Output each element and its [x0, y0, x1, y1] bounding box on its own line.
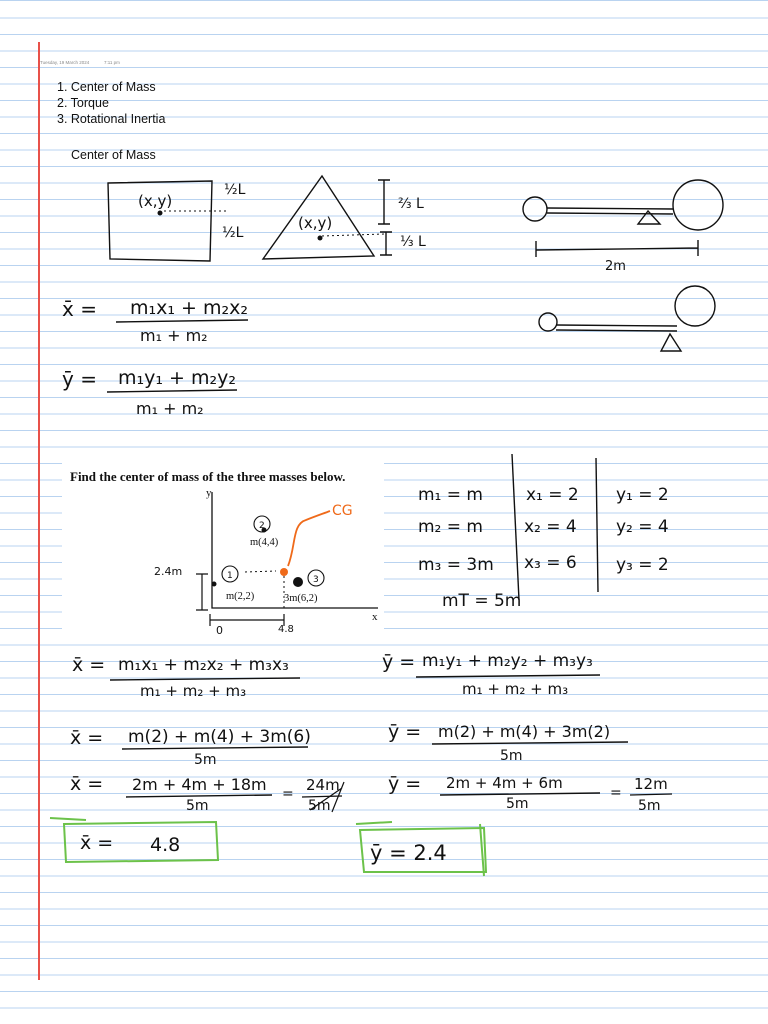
problem-figure: [62, 462, 384, 637]
given-m2: m₂ = m: [418, 517, 483, 537]
given-total-mass: mT = 5m: [442, 591, 522, 611]
given-y2: y₂ = 4: [616, 517, 669, 537]
rect-point-label: (x,y): [138, 192, 173, 210]
tri-two-thirds: ⅔ L: [398, 196, 424, 212]
solve-y-mult-lhs: ȳ =: [388, 773, 422, 795]
solve-y-sub-lhs: ȳ =: [388, 721, 422, 743]
given-divider-2: [596, 458, 598, 592]
solve-x-general-den: m₁ + m₂ + m₃: [140, 682, 247, 700]
given-x2: x₂ = 4: [524, 517, 577, 537]
given-m1: m₁ = m: [418, 485, 483, 505]
problem-diagram: [62, 462, 384, 637]
given-divider-1: [512, 454, 519, 600]
mass-tags: [222, 516, 324, 586]
mass-1-label: m(2,2): [226, 591, 255, 602]
solve-x-frac-eq: =: [282, 786, 294, 802]
time-stamp: 7:11 pm: [104, 60, 120, 65]
formula-x-lhs: x̄ =: [62, 297, 97, 321]
mass-2-label: m(4,4): [250, 537, 279, 548]
cg-x-label: 4.8: [278, 624, 294, 635]
origin-label: 0: [216, 624, 223, 637]
tag-2-number: 2: [259, 521, 265, 531]
solve-y-sub-bar: [432, 742, 628, 744]
x-result-highlight-box: [50, 818, 218, 862]
mass-3-dot: [293, 577, 303, 587]
tag-1-number: 1: [227, 571, 233, 581]
axis-x-label: x: [372, 611, 378, 623]
solve-y-sub-den: 5m: [500, 748, 523, 764]
solve-x-frac-num: 24m: [306, 776, 340, 794]
solve-y-frac-bar: [630, 794, 672, 795]
tag-3-number: 3: [313, 575, 319, 585]
solve-y-frac-eq: =: [610, 785, 622, 801]
solve-x-result-value: 4.8: [150, 834, 181, 856]
given-x1: x₁ = 2: [526, 485, 579, 505]
solve-y-general-lhs: ȳ =: [382, 651, 416, 673]
triangle-centroid-dot: [318, 236, 323, 241]
topic-rotational-inertia: 3. Rotational Inertia: [57, 112, 166, 126]
formula-x-numerator: m₁x₁ + m₂x₂: [130, 297, 248, 319]
solve-x-sub-den: 5m: [194, 752, 217, 768]
seesaw-off-center: [539, 286, 715, 351]
solve-x-frac-den: 5m: [308, 798, 331, 814]
tri-one-third: ⅓ L: [400, 234, 426, 250]
solve-x-frac-bar: [302, 796, 342, 797]
cg-label: CG: [332, 503, 353, 519]
solve-y-frac-num: 12m: [634, 775, 668, 793]
mass-3-label: 3m(6,2): [284, 593, 318, 604]
topic-torque: 2. Torque: [57, 96, 109, 110]
formula-y-bar: [107, 390, 237, 392]
cg-pointer: [288, 511, 330, 566]
solve-x-sub-num: m(2) + m(4) + 3m(6): [128, 727, 311, 747]
solve-y-result: ȳ = 2.4: [370, 841, 447, 865]
solve-y-general-bar: [416, 675, 600, 677]
given-y1: y₁ = 2: [616, 485, 669, 505]
mass-1-dot: [212, 582, 217, 587]
problem-title: Find the center of mass of the three masses below.: [70, 469, 346, 484]
rect-half-bottom: ½L: [222, 225, 244, 241]
formula-y-lhs: ȳ =: [62, 367, 97, 391]
solve-x-mult-bar: [126, 795, 272, 797]
solve-y-general-den: m₁ + m₂ + m₃: [462, 680, 569, 698]
height-dimension: [196, 574, 208, 610]
formula-y-denominator: m₁ + m₂: [136, 399, 204, 418]
solve-y-mult-num: 2m + 4m + 6m: [446, 774, 563, 792]
rect-half-top: ½L: [224, 182, 246, 198]
given-x3: x₃ = 6: [524, 553, 577, 573]
solve-x-general-lhs: x̄ =: [72, 654, 106, 676]
formula-y-numerator: m₁y₁ + m₂y₂: [118, 367, 236, 389]
solve-x-mult-num: 2m + 4m + 18m: [132, 775, 267, 794]
given-m3: m₃ = 3m: [418, 555, 494, 575]
solve-y-mult-bar: [440, 793, 600, 795]
solve-y-mult-den: 5m: [506, 796, 529, 812]
solve-x-sub-bar: [122, 747, 308, 749]
topic-center-of-mass: 1. Center of Mass: [57, 80, 156, 94]
solve-x-result-lhs: x̄ =: [80, 832, 114, 854]
cg-height-guide: [245, 571, 276, 572]
solve-x-mult-lhs: x̄ =: [70, 773, 104, 795]
formula-x-denominator: m₁ + m₂: [140, 326, 208, 345]
cg-dot: [280, 568, 288, 576]
formula-x-bar: [116, 320, 248, 322]
solve-x-mult-den: 5m: [186, 798, 209, 814]
beam-length-label: 2m: [605, 259, 626, 274]
solve-x-general-bar: [110, 678, 300, 680]
solve-y-general-num: m₁y₁ + m₂y₂ + m₃y₃: [422, 651, 593, 671]
given-y3: y₃ = 2: [616, 555, 669, 575]
rect-center-dot: [158, 211, 163, 216]
tri-point-label: (x,y): [298, 214, 333, 232]
seesaw-balanced: [523, 180, 723, 257]
solve-y-frac-den: 5m: [638, 798, 661, 814]
axis-y-label: y: [206, 487, 212, 499]
solve-y-sub-num: m(2) + m(4) + 3m(2): [438, 722, 611, 741]
cg-height-label: 2.4m: [154, 565, 183, 578]
solve-x-general-num: m₁x₁ + m₂x₂ + m₃x₃: [118, 655, 289, 675]
solve-x-sub-lhs: x̄ =: [70, 727, 104, 749]
section-heading: Center of Mass: [71, 148, 156, 162]
date-stamp: Tuesday, 19 March 2024: [40, 60, 90, 65]
